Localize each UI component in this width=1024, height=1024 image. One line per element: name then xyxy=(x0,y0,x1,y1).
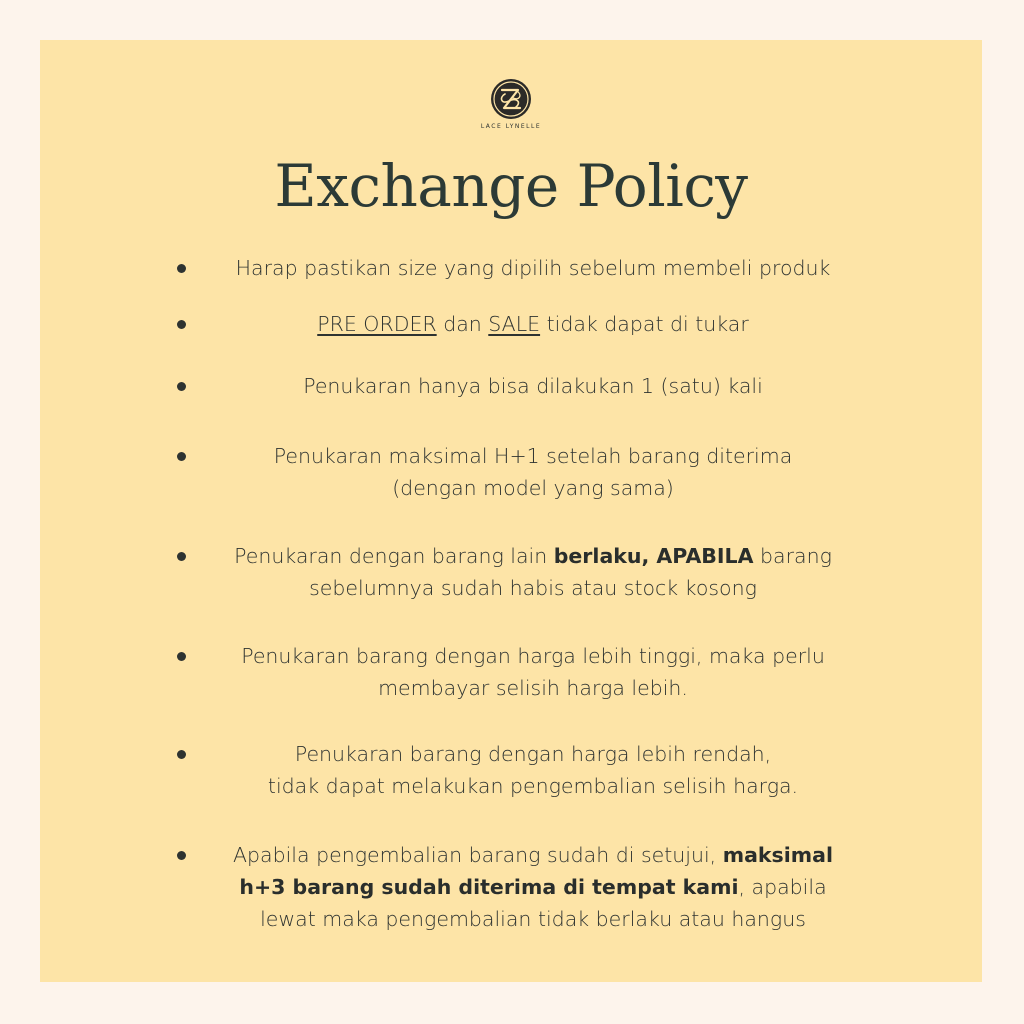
policy-text xyxy=(200,640,866,704)
policy-text xyxy=(200,252,866,284)
underlined-text: SALE xyxy=(488,312,541,336)
policy-line xyxy=(200,472,866,504)
text-segment: Penukaran maksimal H+1 setelah barang diterima xyxy=(273,444,793,468)
text-segment: lewat maka pengembalian tidak berlaku atau hangus xyxy=(260,907,806,931)
text-segment: Apabila pengembalian barang sudah di setujui, xyxy=(233,843,723,867)
text-segment: Penukaran barang dengan harga lebih tinggi, maka perlu xyxy=(241,644,825,668)
bullet-icon xyxy=(177,851,186,860)
bullet-icon xyxy=(177,750,186,759)
policy-card xyxy=(40,40,982,982)
page-title: Exchange Policy xyxy=(274,152,748,220)
text-segment: Penukaran dengan barang lain xyxy=(234,544,554,568)
policy-text xyxy=(200,738,866,802)
text-segment: tidak dapat melakukan pengembalian selisih harga. xyxy=(267,774,799,798)
text-segment: Penukaran barang dengan harga lebih rendah, xyxy=(294,742,772,766)
policy-text xyxy=(200,440,866,504)
policy-line xyxy=(200,252,866,284)
policy-line xyxy=(200,572,866,604)
policy-line xyxy=(200,540,866,572)
policy-line xyxy=(200,770,866,802)
text-segment: membayar selisih harga lebih. xyxy=(378,676,688,700)
bullet-icon xyxy=(177,264,186,273)
lace-lynelle-monogram-icon xyxy=(489,77,533,121)
policy-line xyxy=(200,871,866,903)
bullet-icon xyxy=(177,382,186,391)
policy-line xyxy=(200,839,866,871)
policy-line xyxy=(200,903,866,935)
text-segment: sebelumnya sudah habis atau stock kosong xyxy=(309,576,757,600)
bullet-icon xyxy=(177,320,186,329)
emphasis-text: maksimal xyxy=(722,843,833,867)
policy-text xyxy=(200,308,866,340)
text-segment: tidak dapat di tukar xyxy=(540,312,749,336)
emphasis-text: h+3 barang sudah diterima di tempat kami xyxy=(239,875,739,899)
brand-name: LACE LYNELLE xyxy=(480,123,542,130)
emphasis-text: berlaku, APABILA xyxy=(553,544,754,568)
underlined-text: PRE ORDER xyxy=(317,312,437,336)
bullet-icon xyxy=(177,552,186,561)
policy-text xyxy=(200,370,866,402)
policy-line xyxy=(200,640,866,672)
policy-line xyxy=(200,440,866,472)
policy-line xyxy=(200,738,866,770)
text-segment: barang xyxy=(753,544,832,568)
text-segment: , apabila xyxy=(738,875,827,899)
policy-line xyxy=(200,370,866,402)
policy-line xyxy=(200,672,866,704)
bullet-icon xyxy=(177,652,186,661)
text-segment: Penukaran hanya bisa dilakukan 1 (satu) kali xyxy=(303,374,763,398)
bullet-icon xyxy=(177,452,186,461)
text-segment: (dengan model yang sama) xyxy=(392,476,674,500)
policy-text xyxy=(200,540,866,604)
text-segment: Harap pastikan size yang dipilih sebelum membeli produk xyxy=(235,256,831,280)
policy-text xyxy=(200,839,866,935)
text-segment: dan xyxy=(436,312,489,336)
policy-line xyxy=(200,308,866,340)
brand-logo xyxy=(40,77,982,130)
